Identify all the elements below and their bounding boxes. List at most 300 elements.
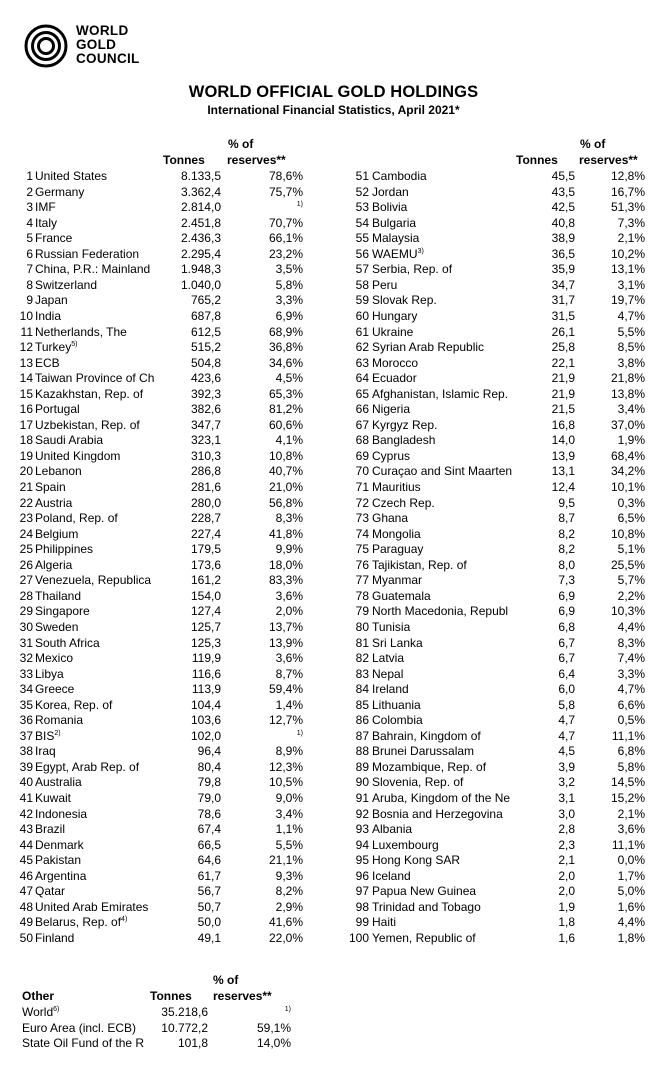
- country-name-cell: [372, 527, 512, 542]
- pct-reserves-cell: 12,3%: [268, 759, 303, 774]
- country-name: Kuwait: [35, 791, 72, 805]
- country-name: State Oil Fund of the R: [22, 1036, 145, 1051]
- tonnes-cell: 34,7: [551, 277, 575, 292]
- pct-reserves-cell: 60,6%: [268, 417, 303, 432]
- country-name: Greece: [35, 682, 75, 697]
- country-name: Iraq: [35, 744, 56, 759]
- pct-reserves-cell: 1,8%: [617, 930, 645, 945]
- pct-reserves-cell: 7,4%: [617, 651, 645, 666]
- table-row: [0, 449, 667, 464]
- pct-reserves-cell: 14,5%: [610, 775, 645, 790]
- tonnes-cell: 161,2: [190, 573, 221, 588]
- country-name: Finland: [35, 930, 75, 945]
- tonnes-cell: 2,8: [558, 822, 575, 837]
- pct-reserves-cell: 2,1%: [617, 231, 645, 246]
- rank-cell: 81: [355, 635, 369, 650]
- country-name: South Africa: [35, 635, 100, 650]
- country-name: Russian Federation: [35, 246, 140, 261]
- tonnes-cell: 6,8: [558, 619, 575, 634]
- rank-cell: 45: [19, 853, 33, 868]
- rank-cell: 44: [19, 837, 33, 852]
- tonnes-cell: 323,1: [190, 433, 221, 448]
- pct-reserves-cell: 5,8%: [617, 759, 645, 774]
- pct-reserves-cell: 23,2%: [268, 246, 303, 261]
- country-name: Netherlands, The: [35, 324, 127, 339]
- page-title: WORLD OFFICIAL GOLD HOLDINGS: [188, 83, 479, 101]
- pct-reserves-cell: 41,8%: [268, 526, 303, 541]
- table-row: [0, 822, 667, 837]
- tonnes-cell: 4,5: [558, 744, 575, 759]
- country-name-cell: [22, 1036, 146, 1051]
- country-name: Taiwan Province of Ch: [35, 371, 155, 386]
- country-name: Turkey: [35, 340, 72, 355]
- country-name: Curaçao and Sint Maarten: [372, 464, 512, 479]
- pct-reserves-cell: 70,7%: [268, 215, 303, 230]
- rank-cell: 5: [26, 231, 33, 246]
- rank-cell: 80: [355, 619, 369, 634]
- country-name: Euro Area (incl. ECB): [22, 1020, 137, 1035]
- left-pct-header-line2: reserves**: [227, 153, 286, 167]
- country-name: Ghana: [372, 511, 409, 526]
- rank-cell: 24: [19, 526, 33, 541]
- rank-cell: 98: [355, 899, 369, 914]
- country-name: Tunisia: [372, 619, 411, 634]
- tonnes-cell: 6,9: [558, 588, 575, 603]
- pct-reserves-cell: 18,0%: [268, 557, 303, 572]
- tonnes-cell: 78,6: [197, 806, 221, 821]
- country-name: Denmark: [35, 837, 84, 852]
- tonnes-cell: 8,7: [558, 511, 575, 526]
- pct-reserves-cell: 4,7%: [617, 682, 645, 697]
- pct-reserves-cell: 10,8%: [268, 448, 303, 463]
- rank-cell: 15: [19, 386, 33, 401]
- table-row: [0, 729, 667, 744]
- table-row: [0, 760, 667, 775]
- pct-reserves-cell: 10,5%: [268, 775, 303, 790]
- country-name: Morocco: [372, 355, 419, 370]
- tonnes-cell: 382,6: [190, 402, 221, 417]
- pct-reserves-cell: 1,6%: [617, 899, 645, 914]
- rank-cell: 18: [19, 433, 33, 448]
- country-name: Mexico: [35, 651, 74, 666]
- pct-reserves-cell: 5,1%: [617, 542, 645, 557]
- pct-reserves-cell: 14,0%: [256, 1036, 291, 1051]
- rank-cell: 90: [355, 775, 369, 790]
- pct-reserves-cell: 4,7%: [617, 308, 645, 323]
- country-name: Peru: [372, 277, 398, 292]
- rank-cell: 37: [19, 728, 33, 743]
- tonnes-cell: 227,4: [190, 526, 221, 541]
- tonnes-cell: 43,5: [551, 184, 575, 199]
- tonnes-cell: 2.451,8: [180, 215, 221, 230]
- table-row: [0, 496, 667, 511]
- table-row: [0, 356, 667, 371]
- country-name-cell: [372, 744, 512, 759]
- country-name: Romania: [35, 713, 84, 728]
- tonnes-cell: 56,7: [197, 884, 221, 899]
- pct-reserves-cell: 8,5%: [617, 340, 645, 355]
- table-row: [0, 402, 667, 417]
- logo-line-2: GOLD: [76, 36, 117, 52]
- table-row: [0, 791, 667, 806]
- tonnes-cell: 6,0: [558, 682, 575, 697]
- pct-reserves-cell: 81,2%: [268, 402, 303, 417]
- rank-cell: 58: [355, 277, 369, 292]
- country-name: Latvia: [372, 651, 405, 666]
- country-name: Tajikistan, Rep. of: [372, 557, 467, 572]
- rank-cell: 65: [355, 386, 369, 401]
- pct-reserves-cell: 12,7%: [268, 713, 303, 728]
- table-row: [0, 371, 667, 386]
- country-name: Aruba, Kingdom of the Ne: [372, 791, 511, 805]
- pct-reserves-cell: 68,9%: [268, 324, 303, 339]
- country-name-cell: [372, 402, 512, 417]
- country-name: Malaysia: [372, 231, 420, 246]
- rank-cell: 64: [355, 371, 369, 386]
- pct-reserves-cell: 13,7%: [268, 619, 303, 634]
- table-row: [0, 698, 667, 713]
- table-row: [0, 511, 667, 526]
- pct-reserves-cell: 0,3%: [617, 495, 645, 510]
- rank-cell: 23: [19, 511, 33, 526]
- rank-cell: 4: [26, 215, 33, 230]
- tonnes-cell: 67,4: [197, 822, 221, 837]
- table-row: [0, 216, 667, 231]
- tonnes-cell: 7,3: [558, 573, 575, 588]
- rank-cell: 100: [348, 930, 369, 945]
- rank-cell: 9: [26, 293, 33, 308]
- pct-reserves-cell: 2,1%: [617, 806, 645, 821]
- country-name: Poland, Rep. of: [35, 511, 118, 526]
- rank-cell: 84: [355, 682, 369, 697]
- tonnes-cell: 2.814,0: [180, 200, 221, 215]
- pct-reserves-cell: 5,5%: [275, 837, 303, 852]
- country-name-cell: [22, 1005, 146, 1020]
- country-name: BIS: [35, 728, 55, 743]
- tonnes-cell: 64,6: [197, 853, 221, 868]
- rank-cell: 83: [355, 666, 369, 681]
- country-name: Uzbekistan, Rep. of: [35, 417, 140, 432]
- tonnes-cell: 4,7: [558, 728, 575, 743]
- rank-cell: 70: [355, 464, 369, 479]
- tonnes-cell: 79,8: [197, 775, 221, 790]
- pct-reserves-cell: 41,6%: [268, 915, 303, 930]
- country-name-cell: [372, 464, 512, 479]
- rank-cell: 1: [26, 169, 33, 183]
- rank-cell: 38: [19, 744, 33, 759]
- country-name: Germany: [35, 184, 85, 199]
- country-name: Lithuania: [372, 697, 421, 712]
- country-name: Australia: [35, 775, 82, 790]
- tonnes-cell: 14,0: [551, 433, 575, 448]
- table-row: [0, 325, 667, 340]
- country-name-cell: [372, 822, 512, 837]
- country-name: Ireland: [372, 682, 409, 697]
- tonnes-cell: 12,4: [551, 480, 575, 494]
- tonnes-cell: 612,5: [190, 324, 221, 339]
- tonnes-cell: 2,3: [558, 837, 575, 852]
- country-name: Bangladesh: [372, 433, 436, 448]
- rank-cell: 6: [26, 246, 33, 261]
- tonnes-cell: 102,0: [190, 728, 221, 743]
- pct-reserves-cell: 1,9%: [617, 433, 645, 448]
- rank-cell: 32: [19, 651, 33, 666]
- rank-cell: 14: [19, 371, 33, 386]
- tonnes-cell: 765,2: [190, 293, 221, 308]
- rank-cell: 30: [19, 619, 33, 634]
- country-name: Ecuador: [372, 371, 417, 386]
- country-name: Singapore: [35, 604, 90, 619]
- table-row: [0, 713, 667, 728]
- rank-cell: 39: [19, 759, 33, 774]
- country-name: Brazil: [35, 822, 66, 837]
- country-name: Serbia, Rep. of: [372, 262, 453, 277]
- tonnes-cell: 21,5: [551, 402, 575, 417]
- table-row: [0, 169, 667, 184]
- country-name-cell: [372, 636, 512, 651]
- pct-reserves-cell: 3,6%: [617, 822, 645, 837]
- pct-reserves-cell: 8,3%: [275, 511, 303, 526]
- tonnes-cell: 504,8: [190, 355, 221, 370]
- pct-reserves-cell: 34,6%: [268, 355, 303, 370]
- pct-reserves-cell: 16,7%: [610, 184, 645, 199]
- footnote-marker: 1): [284, 1006, 291, 1013]
- rank-cell: 85: [355, 697, 369, 712]
- country-name-cell: [372, 791, 512, 806]
- table-row: [0, 651, 667, 666]
- tonnes-cell: 2,0: [558, 884, 575, 899]
- pct-reserves-cell: 66,1%: [268, 231, 303, 246]
- country-name-cell: [372, 573, 512, 588]
- rank-cell: 67: [355, 417, 369, 432]
- tonnes-cell: 1,8: [558, 915, 575, 930]
- tonnes-cell: 286,8: [190, 464, 221, 479]
- country-name: Ukraine: [372, 324, 414, 339]
- pct-reserves-cell: 3,8%: [617, 355, 645, 370]
- tonnes-cell: 42,5: [551, 200, 575, 215]
- table-row: [0, 387, 667, 402]
- pct-reserves-cell: 10,1%: [610, 480, 645, 494]
- tonnes-cell: 3,9: [558, 759, 575, 774]
- country-name-cell: [372, 231, 512, 246]
- table-row: [0, 775, 667, 790]
- rank-cell: 2: [26, 184, 33, 199]
- table-row: [0, 589, 667, 604]
- pct-reserves-cell: 13,1%: [610, 262, 645, 277]
- country-name: Spain: [35, 480, 66, 494]
- tonnes-cell: 16,8: [551, 417, 575, 432]
- pct-reserves-cell: 3,3%: [617, 666, 645, 681]
- country-name: Argentina: [35, 868, 87, 883]
- tonnes-cell: 280,0: [190, 495, 221, 510]
- country-name: Sweden: [35, 619, 79, 634]
- rank-cell: 28: [19, 588, 33, 603]
- country-name-cell: [372, 433, 512, 448]
- country-name: Japan: [35, 293, 68, 308]
- country-name-cell: [372, 853, 512, 868]
- tonnes-cell: 687,8: [190, 308, 221, 323]
- table-row: [0, 838, 667, 853]
- country-name: Belarus, Rep. of: [35, 915, 122, 930]
- country-name: Slovak Rep.: [372, 293, 437, 308]
- table-row: [0, 278, 667, 293]
- pct-reserves-cell: 21,8%: [610, 371, 645, 386]
- rank-cell: 47: [19, 884, 33, 899]
- pct-reserves-cell: 10,3%: [610, 604, 645, 619]
- table-row: [0, 433, 667, 448]
- pct-reserves-cell: 6,6%: [617, 697, 645, 712]
- footnote-marker: 6): [53, 1006, 60, 1013]
- country-name: Kazakhstan, Rep. of: [35, 386, 144, 401]
- table-row: [0, 884, 667, 899]
- tonnes-cell: 36,5: [551, 246, 575, 261]
- pct-reserves-cell: 59,1%: [256, 1020, 291, 1035]
- rank-cell: 73: [355, 511, 369, 526]
- rank-cell: 48: [19, 899, 33, 914]
- country-name: Philippines: [35, 542, 94, 557]
- pct-reserves-cell: 3,3%: [275, 293, 303, 308]
- footnote-marker: 4): [121, 916, 128, 924]
- pct-reserves-cell: 10,8%: [610, 526, 645, 541]
- tonnes-cell: 79,0: [197, 791, 221, 805]
- footnote-marker: 1): [296, 201, 303, 209]
- rank-cell: 29: [19, 604, 33, 619]
- country-name-cell: [372, 838, 512, 853]
- rank-cell: 54: [355, 215, 369, 230]
- country-name-cell: [372, 931, 512, 946]
- country-name-cell: [372, 325, 512, 340]
- pct-reserves-cell: 6,9%: [275, 308, 303, 323]
- rank-cell: 56: [355, 246, 369, 261]
- country-name: Saudi Arabia: [35, 433, 104, 448]
- pct-reserves-cell: 2,0%: [275, 604, 303, 619]
- table-row: [0, 620, 667, 635]
- country-name: Slovenia, Rep. of: [372, 775, 464, 790]
- rank-cell: 36: [19, 713, 33, 728]
- country-name-cell: [372, 900, 512, 915]
- pct-reserves-cell: 13,8%: [610, 386, 645, 401]
- country-name: India: [35, 308, 62, 323]
- pct-reserves-cell: 51,3%: [610, 200, 645, 215]
- pct-reserves-cell: 7,3%: [617, 215, 645, 230]
- country-name-cell: [372, 340, 512, 355]
- rank-cell: 57: [355, 262, 369, 277]
- pct-reserves-cell: 8,9%: [275, 744, 303, 759]
- country-name: Algeria: [35, 557, 73, 572]
- tonnes-cell: 154,0: [190, 588, 221, 603]
- rank-cell: 46: [19, 868, 33, 883]
- country-name: United States: [35, 169, 108, 183]
- tonnes-cell: 101,8: [177, 1036, 208, 1051]
- rank-cell: 21: [19, 480, 33, 494]
- country-name-cell: [372, 309, 512, 324]
- country-name: Libya: [35, 666, 64, 681]
- tonnes-cell: 31,7: [551, 293, 575, 308]
- tonnes-cell: 5,8: [558, 697, 575, 712]
- rank-cell: 55: [355, 231, 369, 246]
- tonnes-cell: 35,9: [551, 262, 575, 277]
- tonnes-cell: 8,2: [558, 542, 575, 557]
- other-tonnes-header: Tonnes: [150, 989, 192, 1003]
- tonnes-cell: 50,0: [197, 915, 221, 930]
- rank-cell: 19: [19, 448, 33, 463]
- table-row: [0, 1005, 667, 1020]
- rank-cell: 93: [355, 822, 369, 837]
- tonnes-cell: 49,1: [197, 930, 221, 945]
- table-row: [0, 527, 667, 542]
- table-row: [0, 293, 667, 308]
- table-row: [0, 604, 667, 619]
- table-row: [0, 247, 667, 262]
- tonnes-cell: 31,5: [551, 308, 575, 323]
- other-pct-header-line2: reserves**: [213, 989, 272, 1003]
- rank-cell: 92: [355, 806, 369, 821]
- tonnes-cell: 127,4: [190, 604, 221, 619]
- country-name-cell: [372, 760, 512, 775]
- tonnes-cell: 179,5: [190, 542, 221, 557]
- country-name-cell: [372, 682, 512, 697]
- tonnes-cell: 310,3: [190, 448, 221, 463]
- tonnes-cell: 45,5: [551, 169, 575, 183]
- pct-reserves-cell: 13,9%: [268, 635, 303, 650]
- tonnes-cell: 8,0: [558, 557, 575, 572]
- pct-reserves-cell: 9,3%: [275, 868, 303, 883]
- rank-cell: 79: [355, 604, 369, 619]
- country-name: Belgium: [35, 526, 79, 541]
- pct-reserves-cell: 12,8%: [610, 169, 645, 183]
- pct-reserves-cell: 9,9%: [275, 542, 303, 557]
- country-name-cell: [372, 262, 512, 277]
- table-row: [0, 744, 667, 759]
- table-row: [0, 480, 667, 495]
- country-name: Indonesia: [35, 806, 88, 821]
- country-name-cell: [372, 884, 512, 899]
- country-name: Kyrgyz Rep.: [372, 417, 438, 432]
- country-name: Iceland: [372, 868, 411, 883]
- tonnes-cell: 6,9: [558, 604, 575, 619]
- country-name: Afghanistan, Islamic Rep.: [372, 386, 509, 401]
- country-name: Luxembourg: [372, 837, 439, 852]
- country-name: Italy: [35, 215, 58, 230]
- rank-cell: 3: [26, 200, 33, 215]
- rank-cell: 94: [355, 837, 369, 852]
- footnote-marker: 5): [71, 341, 78, 349]
- country-name-cell: [372, 247, 512, 262]
- country-name-cell: [372, 915, 512, 930]
- country-name-cell: [372, 418, 512, 433]
- tonnes-cell: 515,2: [190, 340, 221, 355]
- table-row: [0, 900, 667, 915]
- table-row: [0, 807, 667, 822]
- table-row: [0, 915, 667, 930]
- country-name: Bulgaria: [372, 215, 417, 230]
- tonnes-cell: 50,7: [197, 899, 221, 914]
- rank-cell: 20: [19, 464, 33, 479]
- country-name: Austria: [35, 495, 73, 510]
- country-name: Mongolia: [372, 526, 421, 541]
- pct-reserves-cell: 83,3%: [268, 573, 303, 588]
- left-tonnes-header: Tonnes: [163, 153, 205, 167]
- tonnes-cell: 8.133,5: [180, 169, 221, 183]
- rank-cell: 11: [20, 324, 33, 339]
- tonnes-cell: 9,5: [558, 495, 575, 510]
- rank-cell: 60: [355, 308, 369, 323]
- pct-reserves-cell: 36,8%: [268, 340, 303, 355]
- tonnes-cell: 113,9: [191, 682, 221, 697]
- table-row: [0, 636, 667, 651]
- rank-cell: 42: [19, 806, 33, 821]
- country-name: United Arab Emirates: [35, 899, 149, 914]
